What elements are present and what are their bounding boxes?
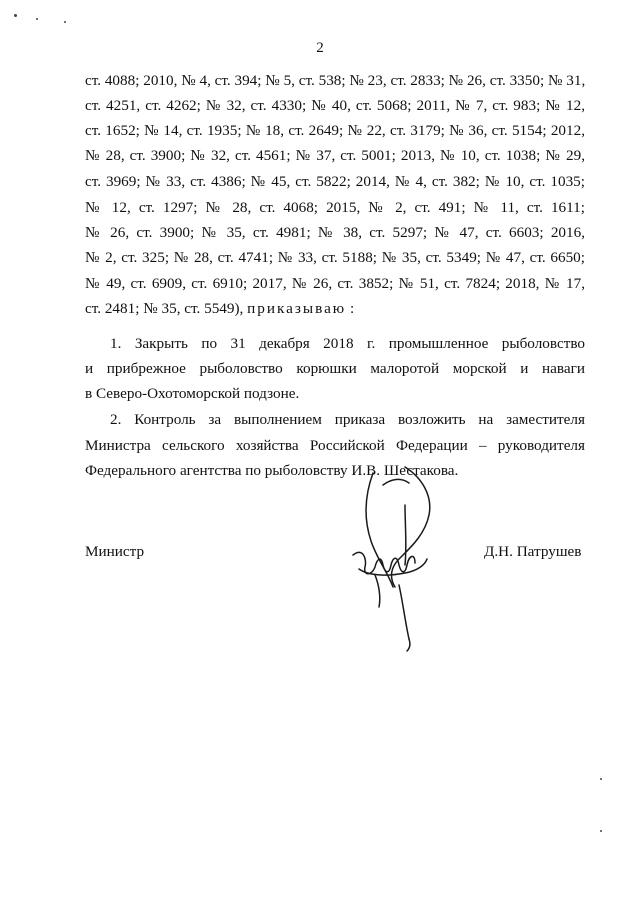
body-line-final-prefix: ст. 2481; № 35, ст. 5549), bbox=[85, 300, 248, 317]
scan-speck bbox=[64, 21, 66, 23]
body-line-final-suffix: : bbox=[346, 300, 355, 317]
item-2-line: Федерального агентства по рыболовству И.В. Шестакова. bbox=[85, 462, 459, 479]
body-line: ст. 4251, ст. 4262; № 32, ст. 4330; № 40, ст. 5068; 2011, № 7, ст. 983; № 12, bbox=[85, 97, 585, 114]
body-line: № 12, ст. 1297; № 28, ст. 4068; 2015, № 2, ст. 491; № 11, ст. 1611; bbox=[85, 199, 585, 216]
signer-title: Министр bbox=[85, 543, 145, 560]
scan-speck bbox=[600, 830, 602, 832]
order-word: приказываю bbox=[247, 300, 347, 317]
body-line: ст. 1652; № 14, ст. 1935; № 18, ст. 2649; № 22, ст. 3179; № 36, ст. 5154; 2012, bbox=[85, 122, 585, 139]
signer-name: Д.Н. Патрушев bbox=[484, 543, 582, 560]
scan-speck bbox=[36, 18, 38, 20]
item-2-line: 2. Контроль за выполнением приказа возложить на заместителя bbox=[110, 411, 585, 428]
handwritten-signature bbox=[345, 455, 455, 655]
body-line: № 28, ст. 3900; № 32, ст. 4561; № 37, ст. 5001; 2013, № 10, ст. 1038; № 29, bbox=[85, 147, 585, 164]
body-line: № 2, ст. 325; № 28, ст. 4741; № 33, ст. 5188; № 35, ст. 5349; № 47, ст. 6650; bbox=[85, 249, 585, 266]
item-1-line: и прибрежное рыболовство корюшки малоротой морской и наваги bbox=[85, 360, 585, 377]
item-1-line: в Северо-Охотоморской подзоне. bbox=[85, 385, 300, 402]
scan-speck bbox=[600, 778, 602, 780]
body-line: № 49, ст. 6909, ст. 6910; 2017, № 26, ст. 3852; № 51, ст. 7824; 2018, № 17, bbox=[85, 275, 585, 292]
body-line: ст. 4088; 2010, № 4, ст. 394; № 5, ст. 538; № 23, ст. 2833; № 26, ст. 3350; № 31, bbox=[85, 72, 586, 89]
body-line: ст. 3969; № 33, ст. 4386; № 45, ст. 5822; 2014, № 4, ст. 382; № 10, ст. 1035; bbox=[85, 173, 585, 190]
page-number: 2 bbox=[316, 40, 324, 56]
body-line: № 26, ст. 3900; № 35, ст. 4981; № 38, ст. 5297; № 47, ст. 6603; 2016, bbox=[85, 224, 585, 241]
body-line-final bbox=[85, 300, 585, 318]
item-2-line: Министра сельского хозяйства Российской Федерации – руководителя bbox=[85, 437, 585, 454]
scan-speck bbox=[14, 14, 17, 17]
item-1-line: 1. Закрыть по 31 декабря 2018 г. промышленное рыболовство bbox=[110, 335, 585, 352]
